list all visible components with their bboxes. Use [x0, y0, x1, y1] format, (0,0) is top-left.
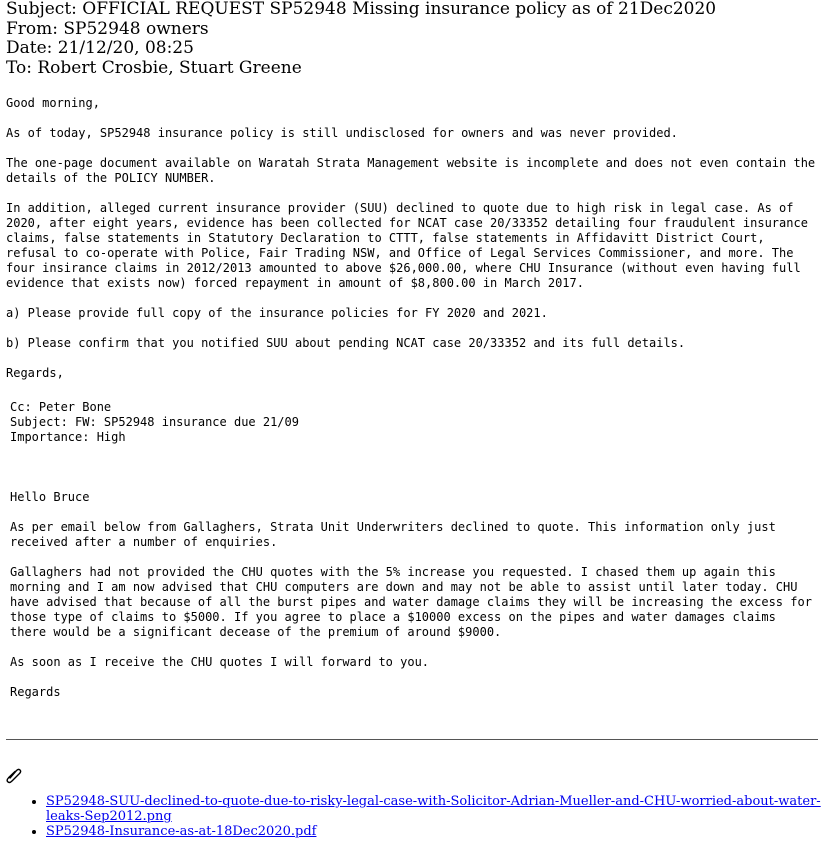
forwarded-paragraph: Gallaghers had not provided the CHU quotes with the 5% increase you requested. I chased them up again this morning and I am now advised that CHU computers are down and may not be able to assist until later today. CHU have advised that because of all the burst pipes and water damage claims they will be increasing the excess for those type of claims to $5000. If you agree to place a $10000 excess on the pipes and water damages claims there would be a significant decease of the premium of around $9000.: [10, 565, 820, 639]
body-paragraph: b) Please confirm that you notified SUU about pending NCAT case 20/33352 and its full details.: [6, 336, 686, 350]
paperclip-icon: [6, 766, 22, 784]
email-subject: Subject: OFFICIAL REQUEST SP52948 Missing insurance policy as of 21Dec2020: [6, 0, 717, 19]
forwarded-greeting: Hello Bruce: [10, 490, 90, 504]
email-body: [6, 96, 823, 396]
forwarded-paragraph: As per email below from Gallaghers, Strata Unit Underwriters declined to quote. This information only just received after a number of enquiries.: [10, 520, 784, 549]
forwarded-importance: Importance: High: [10, 430, 126, 444]
email-header: [6, 0, 716, 78]
body-paragraph: In addition, alleged current insurance provider (SUU) declined to quote due to high risk in legal case. As of 2020, after eight years, evidence has been collected for NCAT case 20/33352 detailing four fraudulent insurance claims, false statements in Statutory Declaration to CTTT, false statements in Affidavitt District Court, refusal to co-operate with Police, Fair Trading NSW, and Office of Legal Services Commissioner, and more. The four insirance claims in 2012/2013 amounted to above $26,000.00, where CHU Insurance (without even having full evidence that exists now) forced repayment in amount of $8,800.00 in March 2017.: [6, 201, 816, 290]
body-paragraph: As of today, SP52948 insurance policy is still undisclosed for owners and was never provided.: [6, 126, 678, 140]
attachment-list: [28, 794, 824, 839]
email-to: To: Robert Crosbie, Stuart Greene: [6, 57, 302, 78]
email-date: Date: 21/12/20, 08:25: [6, 38, 194, 58]
body-paragraph: a) Please provide full copy of the insurance policies for FY 2020 and 2021.: [6, 306, 548, 320]
forwarded-cc: Cc: Peter Bone: [10, 400, 112, 414]
forwarded-paragraph: As soon as I receive the CHU quotes I will forward to you.: [10, 655, 430, 669]
attachment-link[interactable]: SP52948-SUU-declined-to-quote-due-to-risky-legal-case-with-Solicitor-Adrian-Mueller-and-CHU-worried-about-water-leaks-Sep2012.png: [46, 794, 821, 824]
body-paragraph: The one-page document available on Waratah Strata Management website is incomplete and does not even contain the details of the POLICY NUMBER.: [6, 156, 823, 185]
body-paragraph: Good morning,: [6, 96, 100, 110]
forwarded-meta: [10, 400, 818, 445]
email-from: From: SP52948 owners: [6, 18, 209, 39]
forwarded-message: [10, 400, 818, 715]
attachment-item: [46, 794, 824, 824]
attachment-item: [46, 824, 824, 839]
attachment-link[interactable]: SP52948-Insurance-as-at-18Dec2020.pdf: [46, 824, 317, 839]
attachments-divider: [6, 739, 818, 740]
forwarded-subject: Subject: FW: SP52948 insurance due 21/09: [10, 415, 299, 429]
body-paragraph: Regards,: [6, 366, 64, 380]
forwarded-paragraph: Regards: [10, 685, 61, 699]
